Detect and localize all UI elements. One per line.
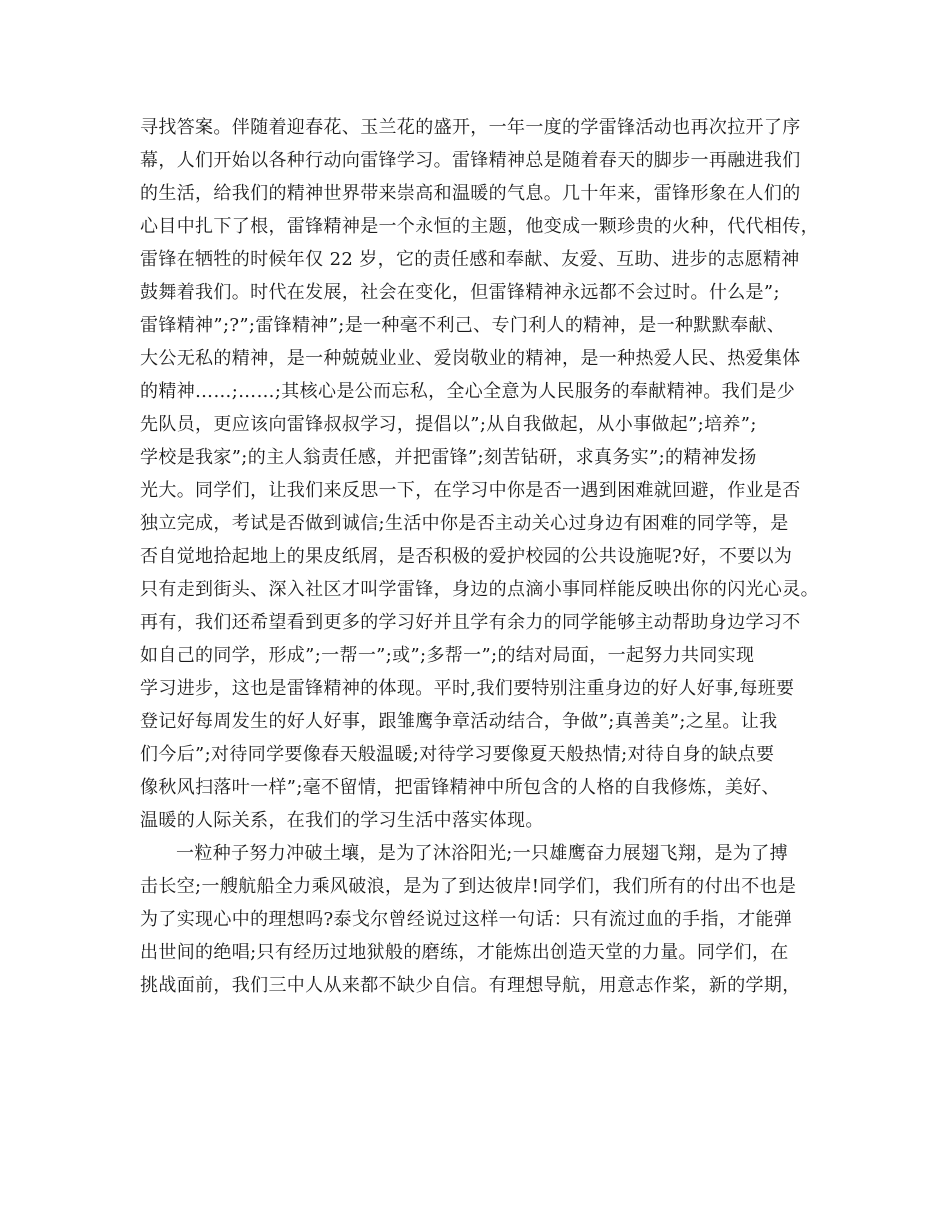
text-line: 击长空;一艘航船全力乘风破浪，是为了到达彼岸!同学们，我们所有的付出不也是 [140, 876, 797, 897]
text-line: 寻找答案。伴随着迎春花、玉兰花的盛开，一年一度的学雷锋活动也再次拉开了序 [140, 117, 801, 138]
text-line: 幕，人们开始以各种行动向雷锋学习。雷锋精神总是随着春天的脚步一再融进我们 [140, 150, 801, 171]
text-line: 心目中扎下了根，雷锋精神是一个永恒的主题，他变成一颗珍贵的火种，代代相传， [140, 216, 819, 237]
text-line: 独立完成，考试是否做到诚信;生活中你是否主动关心过身边有困难的同学等，是 [140, 513, 789, 534]
text-line: 大公无私的精神，是一种兢兢业业、爱岗敬业的精神，是一种热爱人民、热爱集体 [140, 348, 801, 369]
text-line: 为了实现心中的理想吗?泰戈尔曾经说过这样一句话：只有流过血的手指，才能弹 [140, 909, 793, 930]
text-line: 鼓舞着我们。时代在发展，社会在变化，但雷锋精神永远都不会过时。什么是”; [140, 282, 780, 303]
text-line: 挑战面前，我们三中人从来都不缺少自信。有理想导航，用意志作桨，新的学期， [140, 975, 801, 996]
paragraph-1 [140, 111, 820, 837]
text-line: 再有，我们还希望看到更多的学习好并且学有余力的同学能够主动帮助身边学习不 [140, 612, 801, 633]
body-text [140, 111, 820, 1002]
text-line: 登记好每周发生的好人好事，跟雏鹰争章活动结合，争做”;真善美”;之星。让我 [140, 711, 778, 732]
text-line: 学校是我家”;的主人翁责任感，并把雷锋”;刻苦钻研，求真务实”;的精神发扬 [140, 447, 757, 468]
text-line: 只有走到街头、深入社区才叫学雷锋，身边的点滴小事同样能反映出你的闪光心灵。 [140, 579, 819, 600]
text-line: 雷锋在牺牲的时候年仅 22 岁，它的责任感和奉献、友爱、互助、进步的志愿精神 [140, 249, 800, 270]
text-line: 雷锋精神”;?”;雷锋精神”;是一种毫不利己、专门利人的精神，是一种默默奉献、 [140, 315, 786, 336]
text-line: 像秋风扫落叶一样”;毫不留情，把雷锋精神中所包含的人格的自我修炼，美好、 [140, 777, 780, 798]
text-line: 一粒种子努力冲破土壤，是为了沐浴阳光;一只雄鹰奋力展翅飞翔，是为了搏 [176, 843, 788, 864]
text-line: 的生活，给我们的精神世界带来崇高和温暖的气息。几十年来，雷锋形象在人们的 [140, 183, 801, 204]
text-line: 温暖的人际关系，在我们的学习生活中落实体现。 [140, 810, 544, 831]
text-line: 否自觉地拾起地上的果皮纸屑，是否积极的爱护校园的公共设施呢?好，不要以为 [140, 546, 793, 567]
text-line: 光大。同学们，让我们来反思一下，在学习中你是否一遇到困难就回避，作业是否 [140, 480, 801, 501]
text-line: 们今后”;对待同学要像春天般温暖;对待学习要像夏天般热情;对待自身的缺点要 [140, 744, 775, 765]
text-line: 先队员，更应该向雷锋叔叔学习，提倡以”;从自我做起，从小事做起”;培养”; [140, 414, 757, 435]
text-line: 的精神……;……;其核心是公而忘私，全心全意为人民服务的奉献精神。我们是少 [140, 381, 796, 402]
text-line: 学习进步，这也是雷锋精神的体现。平时,我们要特别注重身边的好人好事,每班要 [140, 678, 795, 699]
text-line: 如自己的同学，形成”;一帮一”;或”;多帮一”;的结对局面，一起努力共同实现 [140, 645, 755, 666]
text-line: 出世间的绝唱;只有经历过地狱般的磨练，才能炼出创造天堂的力量。同学们，在 [140, 942, 789, 963]
paragraph-2 [140, 837, 820, 1002]
